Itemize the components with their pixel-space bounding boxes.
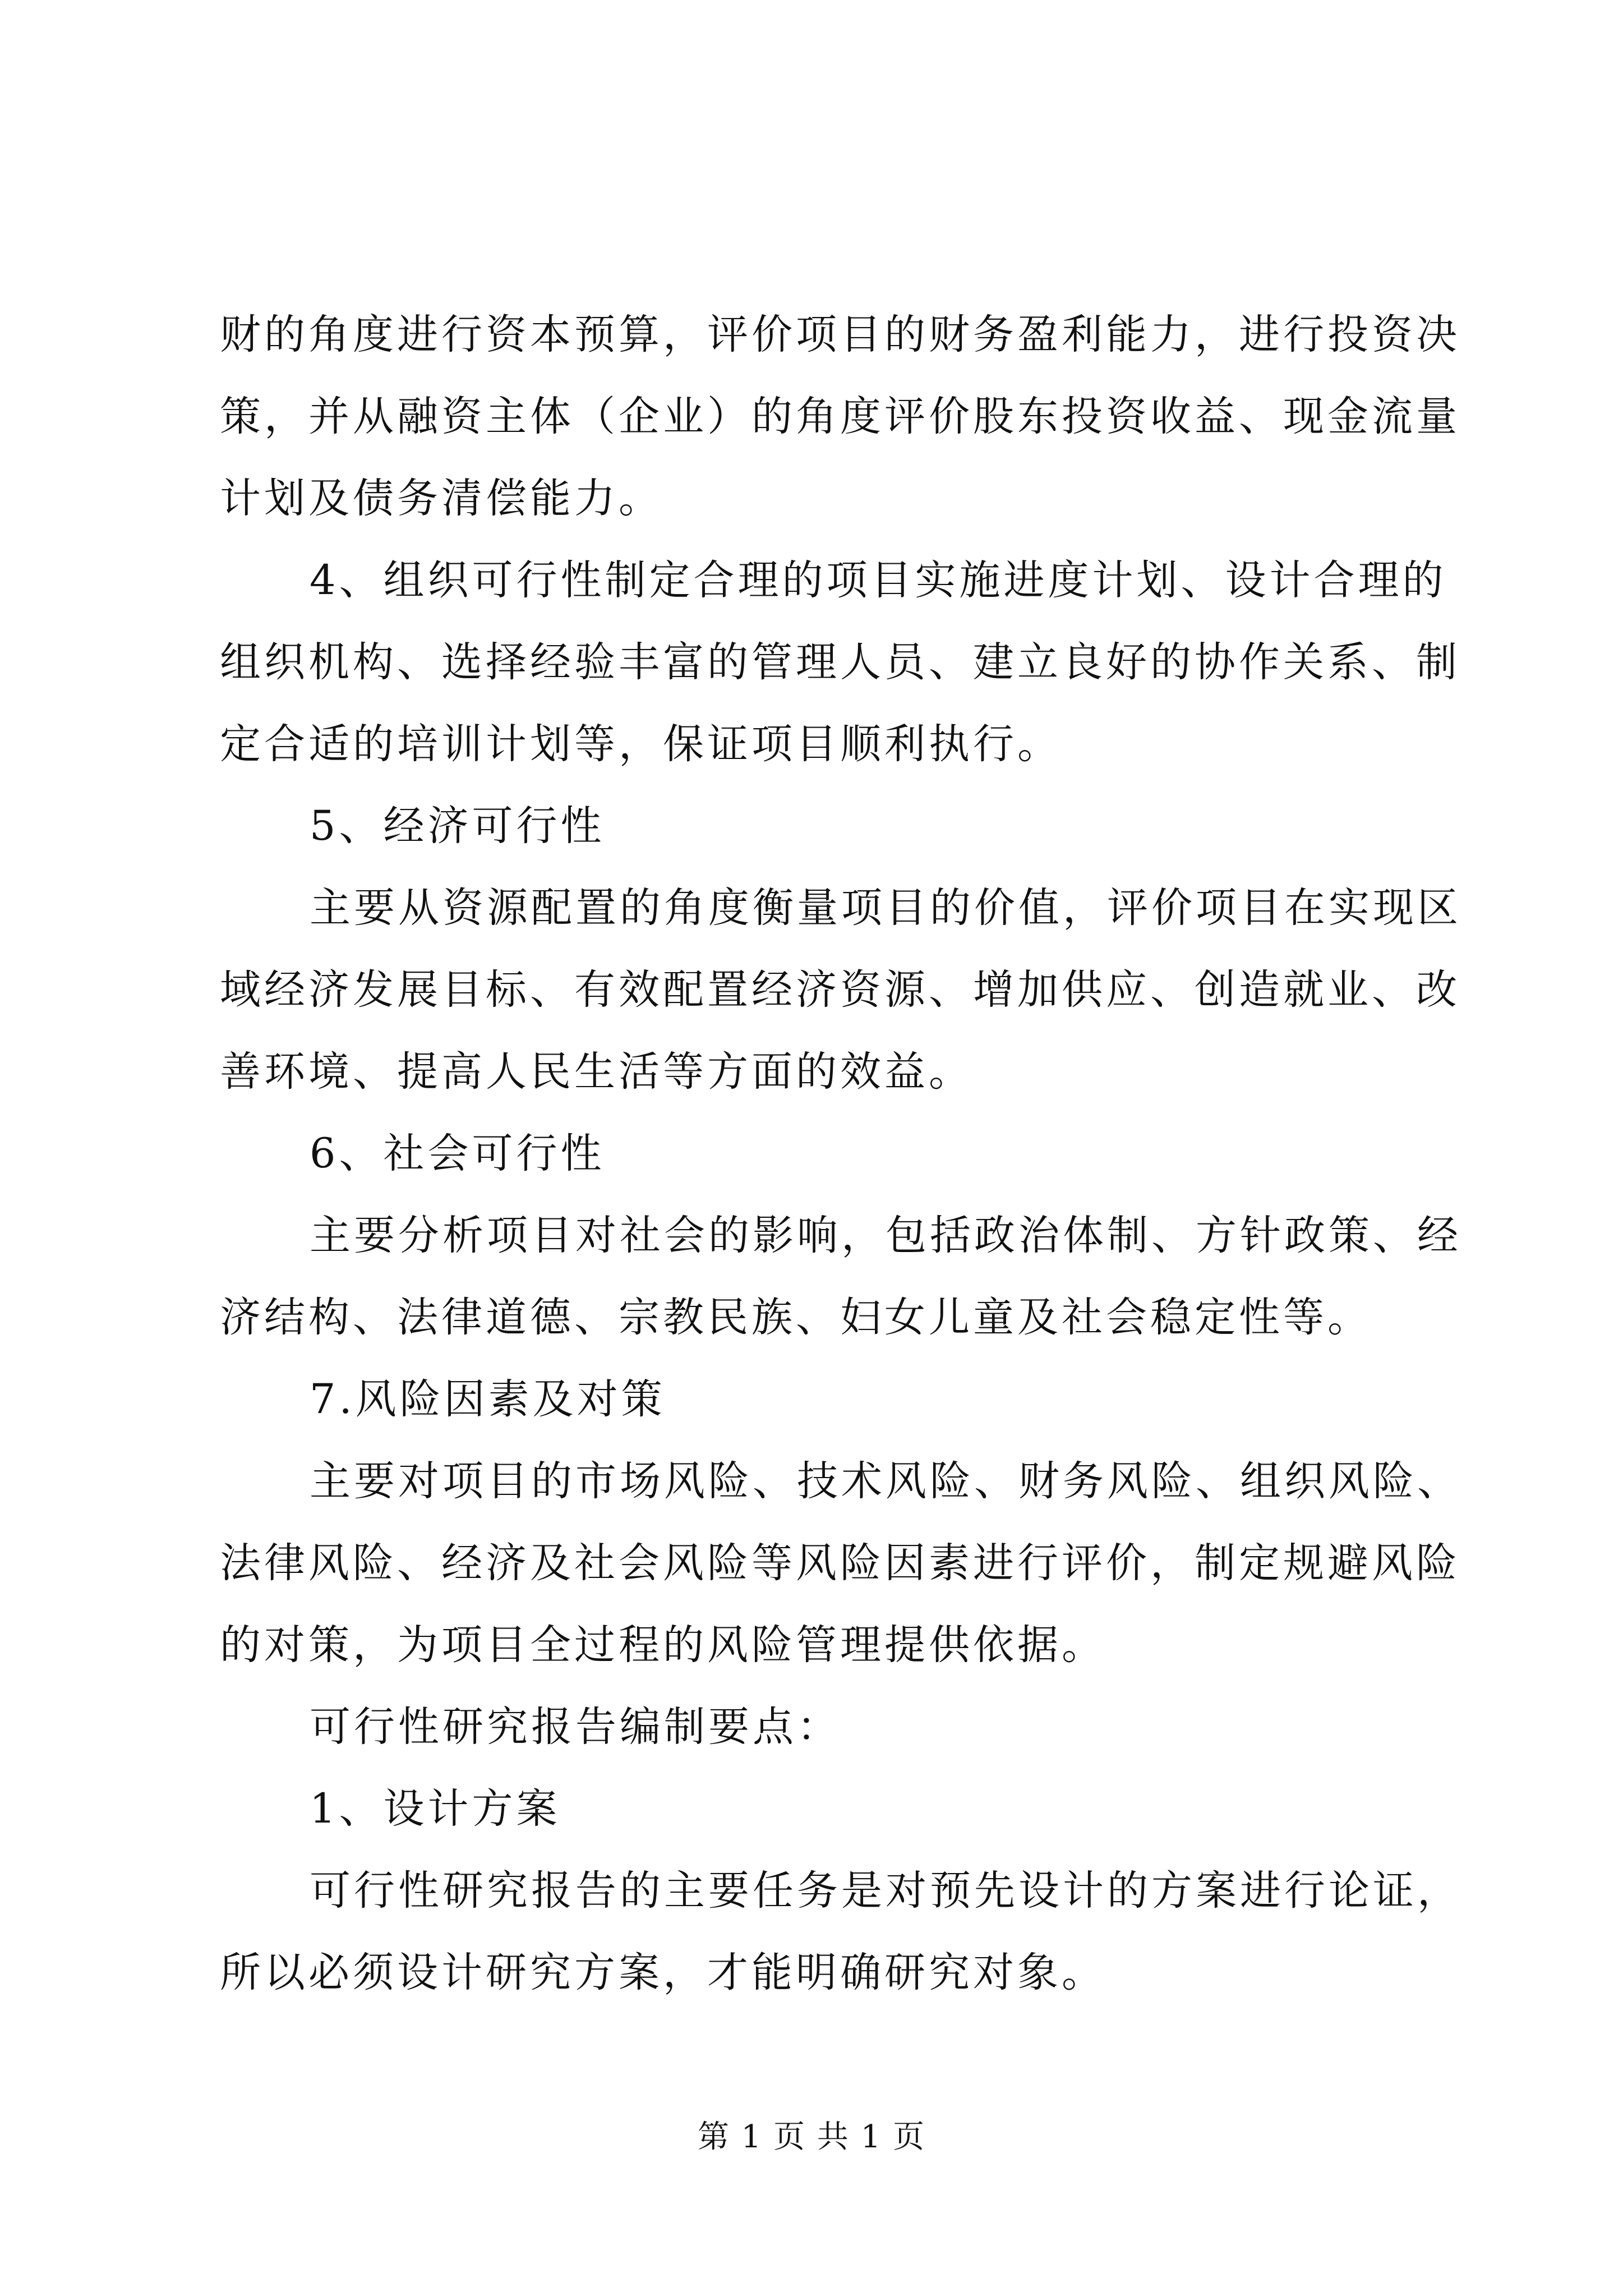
text-line-4: 4、组织可行性制定合理的项目实施进度计划、设计合理的 xyxy=(310,556,1447,604)
section-heading-economic: 5、经济可行性 xyxy=(310,802,605,850)
text-line-10: 善环境、提高人民生活等方面的效益。 xyxy=(220,1048,973,1096)
text-line-9: 域经济发展目标、有效配置经济资源、增加供应、创造就业、改 xyxy=(220,966,1460,1014)
text-line-5: 组织机构、选择经验丰富的管理人员、建立良好的协作关系、制 xyxy=(220,638,1460,686)
section-heading-key-points: 可行性研究报告编制要点： xyxy=(310,1703,841,1751)
page-number-label: 第 1 页 共 1 页 xyxy=(697,2119,926,2155)
text-line-15: 主要对项目的市场风险、技术风险、财务风险、组织风险、 xyxy=(310,1457,1461,1505)
text-line-1: 财的角度进行资本预算，评价项目的财务盈利能力，进行投资决 xyxy=(220,311,1460,358)
text-line-13: 济结构、法律道德、宗教民族、妇女儿童及社会稳定性等。 xyxy=(220,1294,1372,1341)
text-line-20: 可行性研究报告的主要任务是对预先设计的方案进行论证， xyxy=(310,1867,1461,1915)
text-line-17: 的对策，为项目全过程的风险管理提供依据。 xyxy=(220,1621,1106,1669)
page-footer xyxy=(0,2115,1623,2160)
text-line-6: 定合适的培训计划等，保证项目顺利执行。 xyxy=(220,720,1062,768)
text-line-3: 计划及债务清偿能力。 xyxy=(220,475,663,522)
body-text xyxy=(220,294,1461,2014)
text-line-16: 法律风险、经济及社会风险等风险因素进行评价，制定规避风险 xyxy=(220,1539,1460,1587)
section-heading-risk: 7.风险因素及对策 xyxy=(310,1375,666,1423)
text-line-8: 主要从资源配置的角度衡量项目的价值，评价项目在实现区 xyxy=(310,884,1461,932)
text-line-12: 主要分析项目对社会的影响，包括政治体制、方针政策、经 xyxy=(310,1212,1461,1259)
section-heading-design: 1、设计方案 xyxy=(310,1785,561,1833)
text-line-21: 所以必须设计研究方案，才能明确研究对象。 xyxy=(220,1949,1106,1996)
section-heading-social: 6、社会可行性 xyxy=(310,1130,605,1177)
text-line-2: 策，并从融资主体（企业）的角度评价股东投资收益、现金流量 xyxy=(220,393,1460,440)
